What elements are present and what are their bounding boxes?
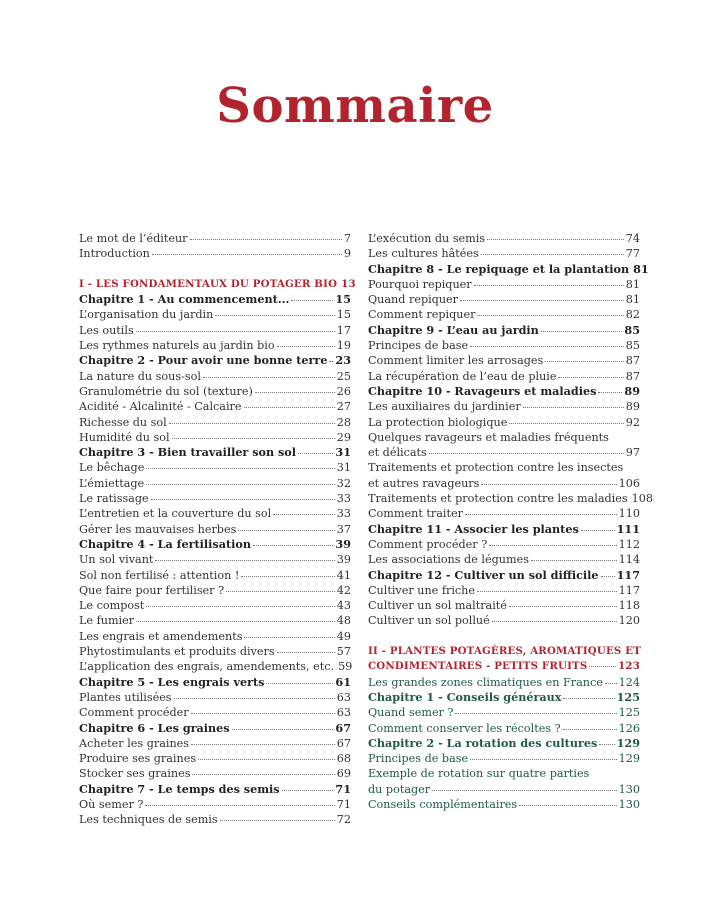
toc-entry-label: Les engrais et amendements (79, 629, 243, 643)
dot-leader (174, 698, 335, 699)
toc-entry-label: et délicats (368, 446, 427, 460)
dot-leader (487, 239, 624, 240)
toc-chapter (79, 675, 351, 690)
toc-page-number: 61 (335, 674, 351, 689)
toc-entry-label: L’émiettage (79, 476, 145, 490)
toc-entry-label: L’exécution du semis (368, 232, 486, 245)
toc-entry (368, 506, 640, 521)
toc-entry-label: Le mot de l’éditeur (79, 232, 188, 245)
dot-leader (477, 591, 617, 592)
toc-page-number: 74 (625, 232, 640, 245)
toc-page-number: 92 (625, 415, 640, 429)
dot-leader (198, 759, 335, 760)
toc-page-number: 120 (618, 614, 640, 628)
toc-page-number: 7 (343, 232, 351, 245)
toc-page-number: 87 (625, 369, 640, 383)
dot-leader (273, 514, 335, 515)
toc-entry-label: Les auxiliaires du jardinier (368, 400, 521, 414)
dot-leader (244, 637, 334, 638)
toc-entry (368, 231, 640, 246)
toc-page-number: 26 (336, 384, 351, 398)
dot-leader (470, 759, 617, 760)
section-spacer (79, 262, 351, 277)
dot-leader (432, 790, 617, 791)
toc-entry (368, 705, 640, 720)
dot-leader (581, 530, 615, 531)
toc-chapter (79, 721, 351, 736)
toc-page-number: 108 (631, 492, 653, 506)
dot-leader (277, 346, 335, 347)
toc-page-number: 110 (618, 507, 640, 521)
toc-page-number: 129 (618, 752, 640, 766)
toc-page-number: 97 (625, 446, 640, 460)
toc-entry-label: Granulométrie du sol (texture) (79, 384, 253, 398)
toc-page-number: 89 (624, 383, 640, 398)
dot-leader (492, 621, 617, 622)
toc-entry-label: Le ratissage (79, 492, 149, 506)
toc-entry-line: Exemple de rotation sur quatre parties (368, 767, 590, 781)
toc-entry (79, 736, 351, 751)
toc-entry (368, 782, 640, 797)
toc-entry (79, 415, 351, 430)
dot-leader (509, 606, 617, 607)
dot-leader (291, 300, 333, 301)
toc-entry (79, 491, 351, 506)
toc-page-number: 81 (625, 293, 640, 307)
toc-page-number: 126 (618, 721, 640, 735)
toc-entry (368, 583, 640, 598)
toc-entry (79, 399, 351, 414)
toc-entry-label: Les outils (79, 323, 134, 337)
toc-entry-label: Chapitre 1 - Conseils généraux (368, 689, 562, 704)
toc-page-number: 15 (336, 308, 351, 322)
toc-entry-label: Chapitre 4 - La fertilisation (79, 536, 251, 551)
toc-page-number: 19 (336, 339, 351, 353)
toc-entry (79, 369, 351, 384)
toc-entry-label: Chapitre 3 - Bien travailler son sol (79, 445, 297, 460)
toc-entry-label: Chapitre 10 - Ravageurs et maladies (368, 383, 597, 398)
toc-page-number: 25 (336, 369, 351, 383)
toc-entry (79, 307, 351, 322)
toc-entry (79, 552, 351, 567)
toc-entry-label: Chapitre 5 - Les engrais verts (79, 674, 265, 689)
dot-leader (598, 392, 622, 393)
dot-leader (563, 729, 617, 730)
toc-page-number: 49 (336, 629, 351, 643)
dot-leader (190, 239, 342, 240)
dot-leader (220, 820, 335, 821)
toc-entry-label: L’application des engrais, amendements, etc. (79, 660, 335, 674)
toc-entry-label: Acidité - Alcalinité - Calcaire (79, 400, 242, 414)
toc-page-number: 63 (336, 690, 351, 704)
toc-entry-line: Traitements et protection contre les insectes (368, 461, 624, 475)
toc-entry (79, 476, 351, 491)
toc-entry-label: Comment traiter (368, 507, 463, 521)
toc-entry-label: Chapitre 6 - Les graines (79, 720, 230, 735)
toc-entry (79, 690, 351, 705)
toc-page-number: 87 (625, 354, 640, 368)
toc-entry-label: Richesse du sol (79, 415, 167, 429)
toc-entry-label: Chapitre 2 - La rotation des cultures (368, 735, 598, 750)
toc-entry-label: Acheter les graines (79, 736, 190, 750)
dot-leader (255, 392, 335, 393)
toc-entry (368, 445, 640, 460)
dot-leader (152, 254, 342, 255)
toc-entry-label: Cultiver un sol maltraité (368, 599, 507, 613)
toc-page-number: 112 (618, 537, 640, 551)
toc-page-number: 23 (335, 353, 351, 368)
toc-entry (79, 323, 351, 338)
dot-leader (523, 407, 624, 408)
toc-entry (79, 430, 351, 445)
toc-entry-label: Comment procéder (79, 706, 189, 720)
toc-page-number: 59 (338, 660, 353, 674)
toc-entry-label: Le bêchage (79, 461, 145, 475)
toc-page-number: 43 (336, 599, 351, 613)
toc-page-number: 85 (624, 322, 640, 337)
toc-entry-label: Les associations de légumes (368, 553, 529, 567)
toc-chapter (79, 353, 351, 368)
toc-entry-label: Pourquoi repiquer (368, 277, 472, 291)
toc-entry (79, 231, 351, 246)
toc-entry-label: Chapitre 12 - Cultiver un sol difficile (368, 567, 599, 582)
toc-page-number: 69 (336, 767, 351, 781)
toc-entry (368, 721, 640, 736)
toc-entry (368, 491, 653, 506)
toc-page-number: 28 (336, 415, 351, 429)
toc-entry-label: La récupération de l’eau de pluie (368, 369, 557, 383)
toc-entry-label: Conseils complémentaires (368, 797, 518, 811)
dot-leader (172, 438, 335, 439)
toc-entry (79, 506, 351, 521)
toc-entry (368, 537, 640, 552)
toc-entry-label: Les techniques de semis (79, 813, 218, 827)
toc-page-number: 67 (336, 736, 351, 750)
toc-page-number: 33 (336, 492, 351, 506)
toc-entry-line: Quelques ravageurs et maladies fréquents (368, 430, 609, 444)
toc-page-number: 48 (336, 614, 351, 628)
dot-leader (455, 713, 616, 714)
toc-entry (368, 246, 640, 261)
toc-entry (368, 415, 640, 430)
toc-chapter (79, 782, 351, 797)
toc-entry-label: Chapitre 11 - Associer les plantes (368, 521, 579, 536)
toc-entry-label: Sol non fertilisé : attention ! (79, 568, 240, 582)
toc-entry-label: I - LES FONDAMENTAUX DU POTAGER BIO (79, 277, 338, 290)
page-title: Sommaire (216, 78, 494, 134)
toc-entry (79, 598, 351, 613)
toc-entry-label: La protection biologique (368, 415, 508, 429)
toc-entry-label: Quand semer ? (368, 706, 454, 720)
toc-page-number: 117 (616, 567, 640, 582)
toc-entry (79, 659, 351, 674)
toc-entry (368, 797, 640, 812)
toc-entry-label: Cultiver un sol pollué (368, 614, 490, 628)
toc-entry-line: II - PLANTES POTAGÈRES, AROMATIQUES ET (368, 645, 641, 658)
toc-page-number: 124 (618, 675, 640, 689)
toc-entry (368, 613, 640, 628)
toc-page-number: 57 (336, 645, 351, 659)
dot-leader (474, 285, 624, 286)
dot-leader (601, 576, 615, 577)
toc-page-number: 82 (625, 308, 640, 322)
dot-leader (563, 698, 614, 699)
toc-entry-label: La nature du sous-sol (79, 369, 201, 383)
dot-leader (465, 514, 617, 515)
toc-page-number: 29 (336, 430, 351, 444)
toc-chapter (368, 690, 640, 705)
toc-entry (79, 751, 351, 766)
toc-entry-label: Produire ses graines (79, 752, 197, 766)
toc-page-number: 111 (616, 521, 640, 536)
toc-page-number: 130 (618, 782, 640, 796)
toc-chapter (368, 323, 640, 338)
toc-entry-label: Quand repiquer (368, 293, 459, 307)
toc-entry-label: CONDIMENTAIRES - PETITS FRUITS (368, 660, 588, 673)
toc-entry (368, 598, 640, 613)
dot-leader (136, 621, 335, 622)
toc-entry (368, 292, 640, 307)
toc-page-number: 63 (336, 706, 351, 720)
toc-page-number: 85 (625, 339, 640, 353)
toc-left-column (79, 231, 356, 828)
toc-chapter (79, 537, 351, 552)
toc-entry (368, 338, 640, 353)
toc-entry (368, 369, 640, 384)
toc-entry-label: Comment repiquer (368, 308, 476, 322)
dot-leader (481, 254, 624, 255)
toc-page-number: 71 (336, 797, 351, 811)
toc-page-number: 32 (336, 476, 351, 490)
toc-entry-label: Comment limiter les arrosages (368, 354, 544, 368)
toc-entry (79, 629, 351, 644)
toc-chapter (79, 292, 351, 307)
toc-entry-label: Introduction (79, 247, 150, 261)
toc-entry (368, 675, 640, 690)
toc-entry (79, 522, 351, 537)
toc-entry-label: Le compost (79, 599, 145, 613)
toc-page-number: 15 (335, 292, 351, 307)
toc-entry (79, 338, 351, 353)
dot-leader (531, 560, 617, 561)
toc-chapter (368, 384, 640, 399)
toc-chapter (368, 736, 640, 751)
toc-entry-label: Les grandes zones climatiques en France (368, 675, 603, 689)
toc-page-number: 13 (341, 277, 356, 290)
toc-entry-label: Un sol vivant (79, 553, 154, 567)
toc-page-number: 39 (335, 536, 351, 551)
toc-page-number: 67 (335, 720, 351, 735)
toc-entry (79, 797, 351, 812)
toc-entry (368, 552, 640, 567)
toc-entry-label: Phytostimulants et produits divers (79, 645, 275, 659)
dot-leader (558, 377, 623, 378)
toc-entry-label: Gérer les mauvaises herbes (79, 522, 237, 536)
toc-entry (79, 812, 351, 827)
toc-entry (79, 766, 351, 781)
toc-page-number: 89 (625, 400, 640, 414)
dot-leader (605, 683, 617, 684)
toc-page-number: 81 (625, 277, 640, 291)
dot-leader (599, 744, 614, 745)
dot-leader (329, 361, 333, 362)
toc-entry-label: Que faire pour fertiliser ? (79, 583, 225, 597)
dot-leader (589, 666, 616, 667)
dot-leader (203, 377, 335, 378)
dot-leader (277, 652, 335, 653)
toc-page-number: 41 (336, 568, 351, 582)
toc-entry-label: Chapitre 8 - Le repiquage et la plantation (368, 261, 630, 276)
toc-entry (79, 246, 351, 261)
dot-leader (191, 744, 335, 745)
toc-page-number: 27 (336, 400, 351, 414)
dot-leader (519, 805, 616, 806)
dot-leader (146, 484, 335, 485)
toc-page-number: 31 (335, 445, 351, 460)
toc-entry (79, 613, 351, 628)
toc-entry-label: Principes de base (368, 752, 469, 766)
toc-entry (79, 644, 351, 659)
toc-entry-label: Chapitre 7 - Le temps des semis (79, 781, 280, 796)
dot-leader (282, 790, 334, 791)
toc-page-number: 77 (625, 247, 640, 261)
toc-page-number: 42 (336, 583, 351, 597)
toc-page-number: 106 (618, 476, 640, 490)
dot-leader (541, 331, 623, 332)
toc-page-number: 31 (336, 461, 351, 475)
toc-page-number: 68 (336, 752, 351, 766)
dot-leader (192, 774, 334, 775)
section-spacer (368, 629, 640, 644)
dot-leader (238, 530, 334, 531)
toc-entry-label: et autres ravageurs (368, 476, 480, 490)
toc-entry-label: Cultiver une friche (368, 583, 476, 597)
toc-page-number: 37 (336, 522, 351, 536)
toc-entry (79, 583, 351, 598)
toc-entry-label: Chapitre 2 - Pour avoir une bonne terre (79, 353, 328, 368)
toc-page-number: 129 (616, 735, 640, 750)
toc-page-number: 118 (618, 599, 640, 613)
toc-chapter (368, 522, 640, 537)
toc-entry-label: Traitements et protection contre les maladies (368, 492, 628, 506)
toc-entry (79, 568, 351, 583)
toc-page-number: 117 (618, 583, 640, 597)
dot-leader (151, 499, 335, 500)
toc-entry-label: Le fumier (79, 614, 135, 628)
dot-leader (146, 468, 334, 469)
toc-entry (79, 460, 351, 475)
toc-entry-label: Les rythmes naturels au jardin bio (79, 339, 275, 353)
dot-leader (481, 484, 616, 485)
toc-entry (368, 353, 640, 368)
dot-leader (244, 407, 335, 408)
toc-entry (79, 705, 351, 720)
toc-entry (368, 751, 640, 766)
dot-leader (155, 560, 334, 561)
dot-leader (470, 346, 624, 347)
toc-entry (368, 307, 640, 322)
toc-chapter (79, 445, 351, 460)
dot-leader (266, 683, 333, 684)
dot-leader (169, 423, 335, 424)
toc-entry (368, 476, 640, 491)
dot-leader (191, 713, 335, 714)
toc-chapter (368, 568, 640, 583)
toc-entry-label: Chapitre 1 - Au commencement... (79, 292, 290, 307)
toc-page-number: 130 (618, 797, 640, 811)
toc-entry (368, 399, 640, 414)
toc-page-number: 72 (336, 813, 351, 827)
toc-entry-label: du potager (368, 782, 431, 796)
toc-entry (368, 277, 640, 292)
toc-page-number: 17 (336, 323, 351, 337)
toc-page-number: 81 (633, 261, 649, 276)
dot-leader (146, 606, 334, 607)
toc-part (368, 659, 640, 674)
toc-entry-label: Humidité du sol (79, 430, 170, 444)
toc-entry-label: Chapitre 9 - L’eau au jardin (368, 322, 539, 337)
toc-entry-label: Comment procéder ? (368, 537, 488, 551)
toc-chapter (368, 261, 649, 277)
toc-entry-label: Stocker ses graines (79, 767, 191, 781)
toc-page-number: 123 (618, 660, 640, 673)
dot-leader (489, 545, 616, 546)
toc-part (79, 277, 356, 292)
dot-leader (545, 361, 623, 362)
dot-leader (215, 315, 334, 316)
dot-leader (241, 576, 334, 577)
toc-right-column (368, 231, 653, 812)
toc-entry-label: Principes de base (368, 339, 469, 353)
dot-leader (232, 729, 334, 730)
dot-leader (145, 805, 334, 806)
toc-page-number: 71 (335, 781, 351, 796)
toc-entry-label: Plantes utilisées (79, 690, 172, 704)
toc-page-number: 114 (618, 553, 640, 567)
dot-leader (253, 545, 333, 546)
dot-leader (460, 300, 624, 301)
dot-leader (226, 591, 335, 592)
toc-entry-label: Les cultures hâtées (368, 247, 479, 261)
toc-entry-label: L’organisation du jardin (79, 308, 214, 322)
toc-entry-label: Où semer ? (79, 797, 144, 811)
dot-leader (509, 423, 623, 424)
toc-entry (79, 384, 351, 399)
dot-leader (429, 453, 624, 454)
toc-entry-label: Comment conserver les récoltes ? (368, 721, 561, 735)
dot-leader (298, 453, 333, 454)
dot-leader (136, 331, 335, 332)
toc-page-number: 125 (618, 706, 640, 720)
toc-page-number: 125 (616, 689, 640, 704)
toc-page-number: 39 (336, 553, 351, 567)
toc-page-number: 9 (343, 247, 351, 261)
toc-entry-label: L’entretien et la couverture du sol (79, 507, 272, 521)
dot-leader (477, 315, 623, 316)
toc-page-number: 33 (336, 507, 351, 521)
